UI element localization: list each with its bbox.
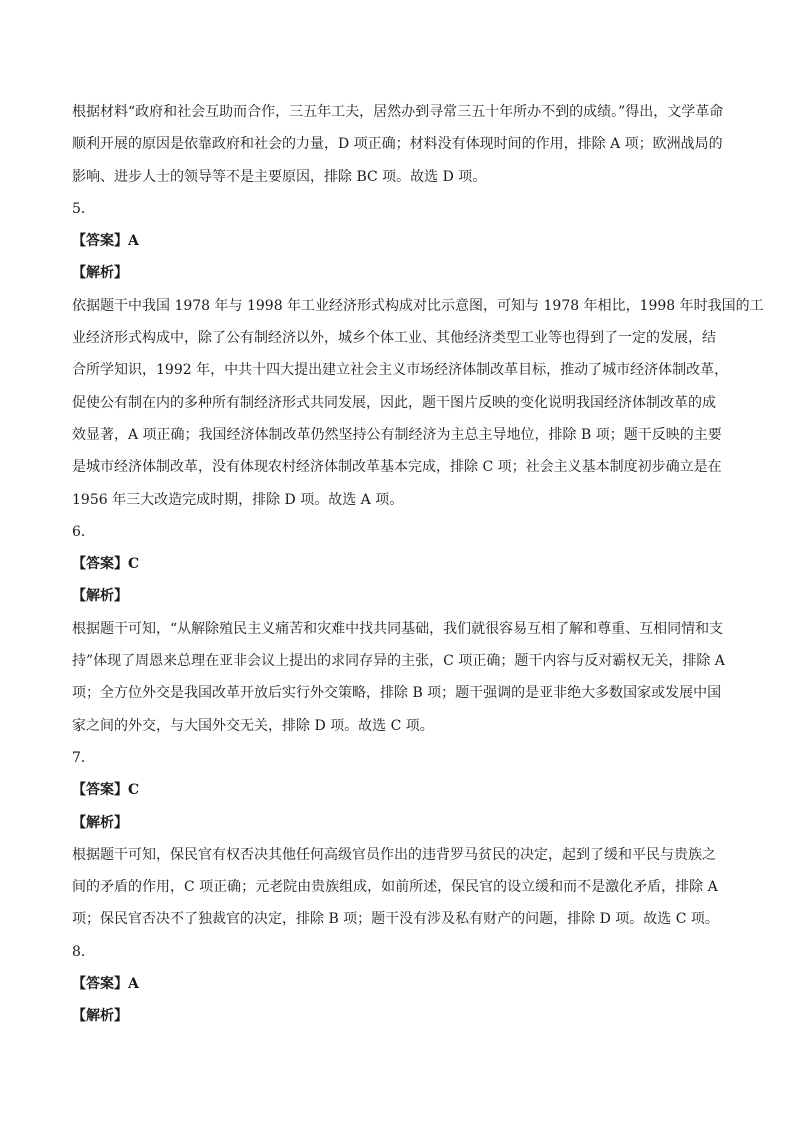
- answer-label: 【答案】C: [72, 556, 140, 573]
- text-line: 间的矛盾的作用，C 项正确；元老院由贵族组成，如前所述，保民官的设立缓和而不是激化矛盾，排除 A: [72, 879, 718, 896]
- question-5: [72, 193, 764, 516]
- text-line: 依据题干中我国 1978 年与 1998 年工业经济形式构成对比示意图，可知与 1978 年相比，1998 年时我国的工: [72, 297, 764, 314]
- question-number: 6．: [72, 523, 95, 540]
- text-line: 合所学知识，1992 年，中共十四大提出建立社会主义市场经济体制改革目标，推动了城市经济体制改革，: [72, 362, 729, 379]
- answer-label: 【答案】A: [72, 976, 139, 993]
- text-line: 效显著，A 项正确；我国经济体制改革仍然坚持公有制经济为主总主导地位，排除 B 项；题干反映的主要: [72, 426, 722, 443]
- text-line: 根据材料“政府和社会互助而合作，三五年工夫，居然办到寻常三五十年所办不到的成绩。”得出，文学革命: [72, 104, 724, 120]
- text-line: 根据题干可知，“从解除殖民主义痛苦和灾难中找共同基础，我们就很容易互相了解和尊重、互相同情和支: [72, 620, 724, 637]
- analysis-label: 【解析】: [72, 1008, 128, 1025]
- analysis-text: [72, 839, 722, 936]
- text-line: 项；保民官否决不了独裁官的决定，排除 B 项；题干没有涉及私有财产的问题，排除 D 项。故选 C 项。: [72, 911, 719, 928]
- text-line: 促使公有制在内的多种所有制经济形式共同发展，因此，题干图片反映的变化说明我国经济体制改革的成: [72, 394, 716, 411]
- question-8: [72, 936, 722, 1033]
- intro-paragraph: [72, 96, 722, 193]
- question-number: 5．: [72, 200, 95, 217]
- text-line: 顺利开展的原因是依靠政府和社会的力量，D 项正确；材料没有体现时间的作用，排除 A 项；欧洲战局的: [72, 136, 723, 153]
- analysis-text: [72, 613, 725, 742]
- document-page: [72, 96, 764, 1033]
- question-6: [72, 516, 725, 742]
- question-number: 7．: [72, 749, 95, 766]
- analysis-label: 【解析】: [72, 265, 128, 282]
- text-line: 业经济形式构成中，除了公有制经济以外，城乡个体工业、其他经济类型工业等也得到了一定的发展，结: [72, 330, 716, 347]
- analysis-label: 【解析】: [72, 588, 128, 605]
- question-number: 8．: [72, 943, 95, 960]
- text-line: 持”体现了周恩来总理在亚非会议上提出的求同存异的主张，C 项正确；题干内容与反对霸权无关，排除 A: [72, 653, 725, 670]
- answer-label: 【答案】C: [72, 782, 140, 799]
- analysis-text: [72, 290, 764, 516]
- question-7: [72, 742, 722, 936]
- text-line: 项；全方位外交是我国改革开放后实行外交策略，排除 B 项；题干强调的是亚非绝大多数国家或发展中国: [72, 685, 722, 702]
- text-line: 影响、进步人士的领导等不是主要原因，排除 BC 项。故选 D 项。: [72, 168, 487, 185]
- text-line: 是城市经济体制改革，没有体现农村经济体制改革基本完成，排除 C 项；社会主义基本制度初步确立是在: [72, 459, 722, 476]
- text-line: 根据题干可知，保民官有权否决其他任何高级官员作出的违背罗马贫民的决定，起到了缓和平民与贵族之: [72, 846, 716, 863]
- text-line: 1956 年三大改造完成时期，排除 D 项。故选 A 项。: [72, 491, 404, 508]
- answer-label: 【答案】A: [72, 233, 139, 250]
- text-line: 家之间的外交，与大国外交无关，排除 D 项。故选 C 项。: [72, 717, 434, 734]
- analysis-label: 【解析】: [72, 814, 128, 831]
